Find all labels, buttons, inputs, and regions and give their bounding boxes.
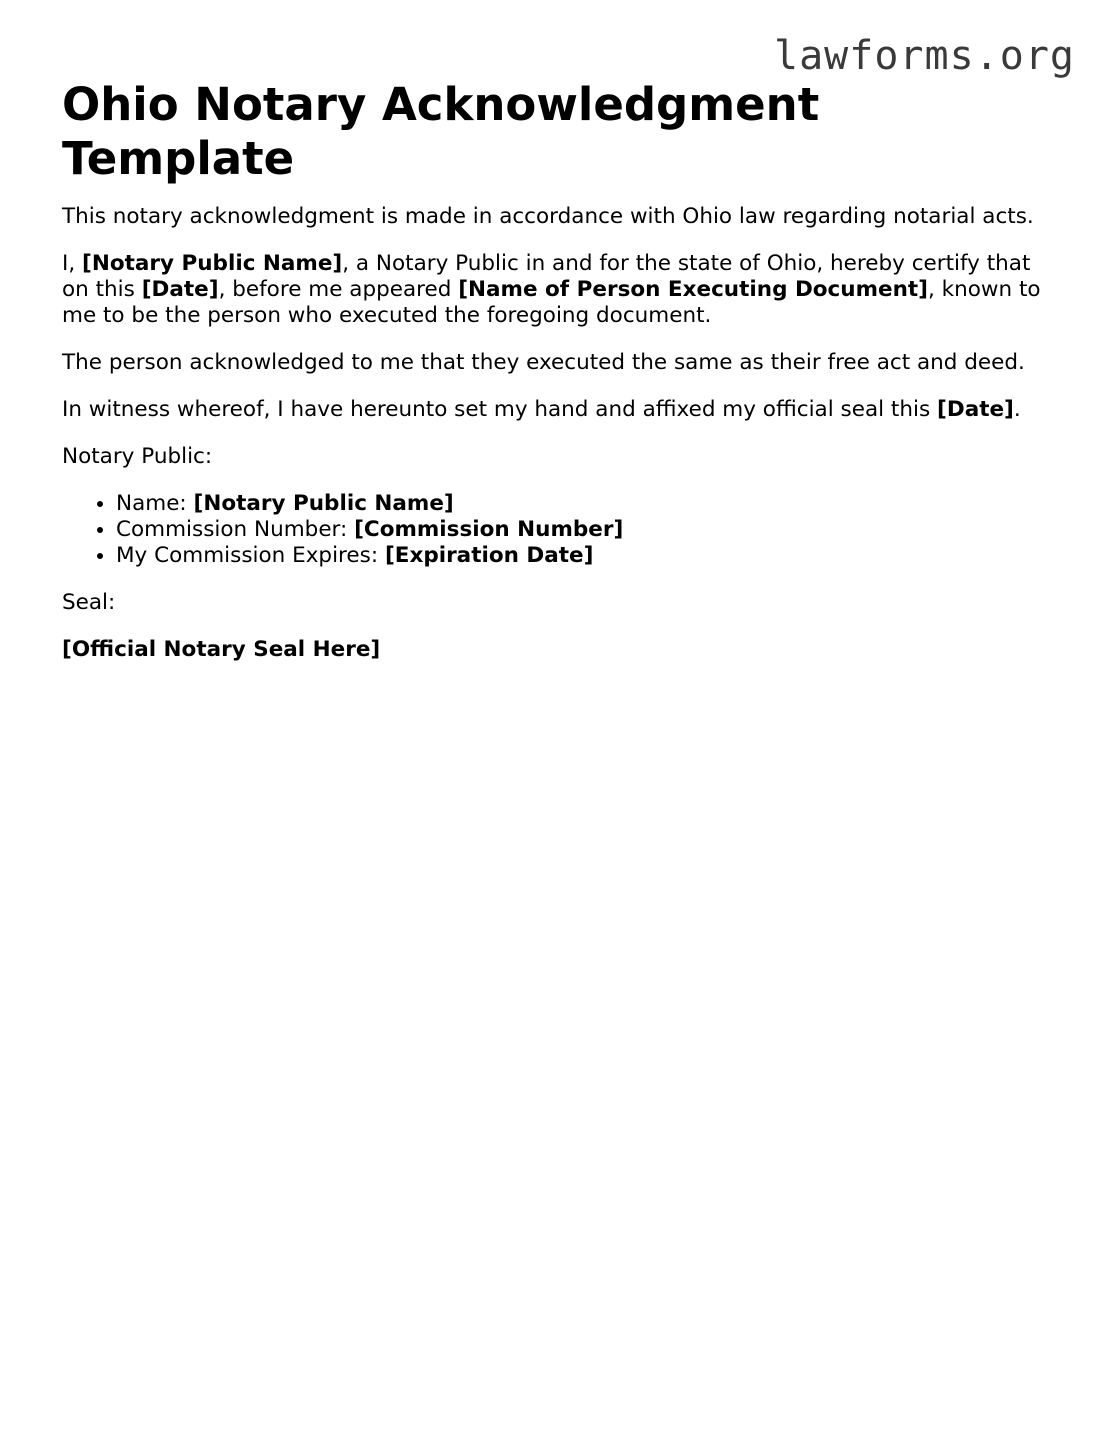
detail-value: [Commission Number] (354, 517, 624, 542)
watermark-logo: lawforms.org (774, 33, 1075, 79)
intro-paragraph: This notary acknowledgment is made in accordance with Ohio law regarding notarial acts. (62, 204, 1034, 229)
seal-placeholder (62, 637, 1052, 663)
person-name-placeholder: [Name of Person Executing Document] (458, 277, 929, 302)
certification-text-4: , known to me to be the person who executed the foregoing document. (62, 277, 1041, 328)
detail-value: [Expiration Date] (384, 543, 594, 568)
detail-label: Name: (116, 491, 194, 516)
witness-paragraph (62, 397, 1052, 423)
certification-paragraph (62, 251, 1052, 329)
seal-placeholder-text: [Official Notary Seal Here] (62, 637, 381, 662)
certification-text-3: , before me appeared (218, 277, 459, 302)
notary-public-label: Notary Public: (62, 444, 213, 469)
page-title: Ohio Notary Acknowledgment Template (62, 78, 820, 185)
witness-text: In witness whereof, I have hereunto set my hand and affixed my official seal this (62, 397, 938, 422)
acknowledgment-paragraph: The person acknowledged to me that they executed the same as their free act and deed. (62, 350, 1025, 375)
notary-name-placeholder: [Notary Public Name] (82, 251, 343, 276)
certification-text-1: I, (62, 251, 83, 276)
detail-label: My Commission Expires: (116, 543, 385, 568)
witness-end: . (1013, 397, 1021, 422)
witness-date-placeholder: [Date] (937, 397, 1014, 422)
document-body (62, 78, 1052, 684)
list-item (116, 543, 1052, 569)
seal-label: Seal: (62, 590, 116, 615)
detail-label: Commission Number: (116, 517, 355, 542)
certification-text-2: , a Notary Public in and for the state of Ohio, hereby certify that on this (62, 251, 1031, 302)
detail-value: [Notary Public Name] (193, 491, 454, 516)
list-item (116, 491, 1052, 517)
notary-details-list (62, 491, 1052, 569)
date-placeholder: [Date] (141, 277, 219, 302)
list-item (116, 517, 1052, 543)
